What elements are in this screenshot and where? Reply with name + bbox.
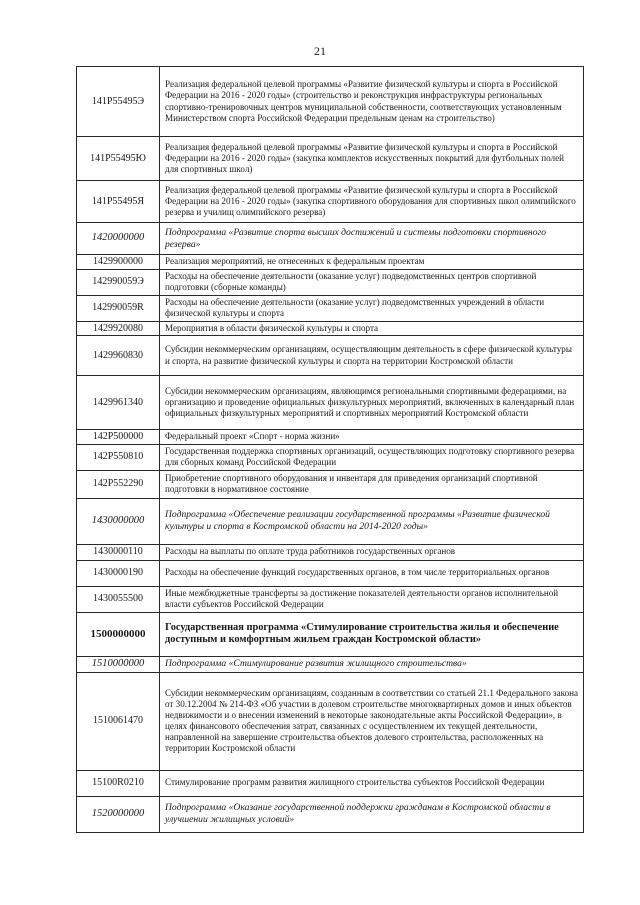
table-row bbox=[77, 672, 584, 770]
row-description: Стимулирование программ развития жилищного строительства субъектов Российской Федерации bbox=[160, 770, 584, 796]
row-description: Приобретение спортивного оборудования и инвентаря для приведения организаций спортивной подготовки в нормативное состояние bbox=[160, 470, 584, 498]
table-row bbox=[77, 430, 584, 445]
row-code: 1510061470 bbox=[77, 672, 160, 770]
row-description: Расходы на обеспечение деятельности (оказание услуг) подведомственных учреждений в области физической культуры и спорта bbox=[160, 295, 584, 321]
row-description: Реализация федеральной целевой программы «Развитие физической культуры и спорта в Российской Федерации на 2016 - 2020 годы» (закупка комплектов искусственных покрытий для футбольных полей для спортивных школ) bbox=[160, 137, 584, 181]
row-description: Расходы на обеспечение функций государственных органов, в том числе территориальных органов bbox=[160, 560, 584, 586]
table-row bbox=[77, 770, 584, 796]
row-description: Подпрограмма «Оказание государственной поддержки гражданам в Костромской области в улучшении жилищных условий» bbox=[160, 796, 584, 832]
row-description: Реализация федеральной целевой программы «Развитие физической культуры и спорта в Российской Федерации на 2016 - 2020 годы» (закупка спортивного оборудования для спортивных школ олимпийского резерва и училищ олимпийского резерва) bbox=[160, 181, 584, 223]
row-code: 1429960830 bbox=[77, 336, 160, 376]
table-row-program bbox=[77, 612, 584, 656]
table-row-subprogram bbox=[77, 223, 584, 255]
row-description: Подпрограмма «Обеспечение реализации государственной программы «Развитие физической культуры и спорта в Костромской области на 2014-2020 годы» bbox=[160, 498, 584, 544]
table-row bbox=[77, 269, 584, 295]
row-description: Реализация мероприятий, не отнесенных к федеральным проектам bbox=[160, 255, 584, 270]
row-code: 141P55495Я bbox=[77, 181, 160, 223]
row-code: 1429961340 bbox=[77, 376, 160, 430]
table-row bbox=[77, 255, 584, 270]
row-description: Реализация федеральной целевой программы «Развитие физической культуры и спорта в Российской Федерации на 2016 - 2020 годы» (строительство и реконструкция инфраструктуры региональных спортивно-тренировочных центров муниципальной собственности, соответствующих установленным Министерством спорта Российской Федерации предельным ценам на строительство) bbox=[160, 67, 584, 137]
row-description: Иные межбюджетные трансферты за достижение показателей деятельности органов исполнительной власти субъектов Российской Федерации bbox=[160, 586, 584, 612]
row-code: 142P500000 bbox=[77, 430, 160, 445]
table-row bbox=[77, 470, 584, 498]
table-row bbox=[77, 586, 584, 612]
row-code: 1510000000 bbox=[77, 656, 160, 672]
row-description: Расходы на обеспечение деятельности (оказание услуг) подведомственных центров спортивной подготовки (сборные команды) bbox=[160, 269, 584, 295]
row-description: Подпрограмма «Стимулирование развития жилищного строительства» bbox=[160, 656, 584, 672]
table-row bbox=[77, 376, 584, 430]
table-row bbox=[77, 336, 584, 376]
table-row bbox=[77, 181, 584, 223]
page-number: 21 bbox=[314, 44, 326, 58]
table-row bbox=[77, 67, 584, 137]
row-code: 142P550810 bbox=[77, 444, 160, 470]
row-description: Расходы на выплаты по оплате труда работников государственных органов bbox=[160, 544, 584, 560]
row-description: Субсидии некоммерческим организациям, созданным в соответствии со статьей 21.1 Федерального закона от 30.12.2004 № 214-ФЗ «Об участии в долевом строительстве многоквартирных домов и иных объектов недвижимости и о внесении изменений в некоторые законодательные акты Российской Федерации», в целях финансового обеспечения затрат, связанных с осуществлением их текущей деятельности, направленной на завершение строительства объектов долевого строительства, расположенных на территории Костромской области bbox=[160, 672, 584, 770]
table-row bbox=[77, 444, 584, 470]
row-description: Государственная поддержка спортивных организаций, осуществляющих подготовку спортивного резерва для сборных команд Российской Федерации bbox=[160, 444, 584, 470]
table-row-subprogram bbox=[77, 498, 584, 544]
row-code: 1500000000 bbox=[77, 612, 160, 656]
row-code: 1520000000 bbox=[77, 796, 160, 832]
row-code: 141P55495Ю bbox=[77, 137, 160, 181]
row-code: 1430000000 bbox=[77, 498, 160, 544]
row-description: Субсидии некоммерческим организациям, являющимся региональными спортивными федерациями, на организацию и проведение официальных физкультурных мероприятий, включенных в календарный план официальных физкультурных мероприятий и спортивных мероприятий Костромской области bbox=[160, 376, 584, 430]
table-row bbox=[77, 544, 584, 560]
row-code: 1420000000 bbox=[77, 223, 160, 255]
row-code: 142990059Э bbox=[77, 269, 160, 295]
row-code: 1430000110 bbox=[77, 544, 160, 560]
row-code: 1429900000 bbox=[77, 255, 160, 270]
row-description: Мероприятия в области физической культуры и спорта bbox=[160, 321, 584, 336]
table-row bbox=[77, 560, 584, 586]
row-code: 15100R0210 bbox=[77, 770, 160, 796]
table-row-subprogram bbox=[77, 796, 584, 832]
budget-codes-table bbox=[76, 66, 584, 833]
row-code: 1430055500 bbox=[77, 586, 160, 612]
table-row bbox=[77, 321, 584, 336]
row-description: Федеральный проект «Спорт - норма жизни» bbox=[160, 430, 584, 445]
row-code: 142990059R bbox=[77, 295, 160, 321]
row-code: 1430000190 bbox=[77, 560, 160, 586]
table-row bbox=[77, 137, 584, 181]
table-row bbox=[77, 295, 584, 321]
row-description: Субсидии некоммерческим организациям, осуществляющим деятельность в сфере физической культуры и спорта, на развитие физической культуры и спорта на территории Костромской области bbox=[160, 336, 584, 376]
table-row-subprogram bbox=[77, 656, 584, 672]
row-description: Государственная программа «Стимулирование строительства жилья и обеспечение доступным и комфортным жильем граждан Костромской области» bbox=[160, 612, 584, 656]
row-code: 1429920080 bbox=[77, 321, 160, 336]
row-description: Подпрограмма «Развитие спорта высших достижений и системы подготовки спортивного резерва» bbox=[160, 223, 584, 255]
row-code: 141P55495Э bbox=[77, 67, 160, 137]
row-code: 142P552290 bbox=[77, 470, 160, 498]
